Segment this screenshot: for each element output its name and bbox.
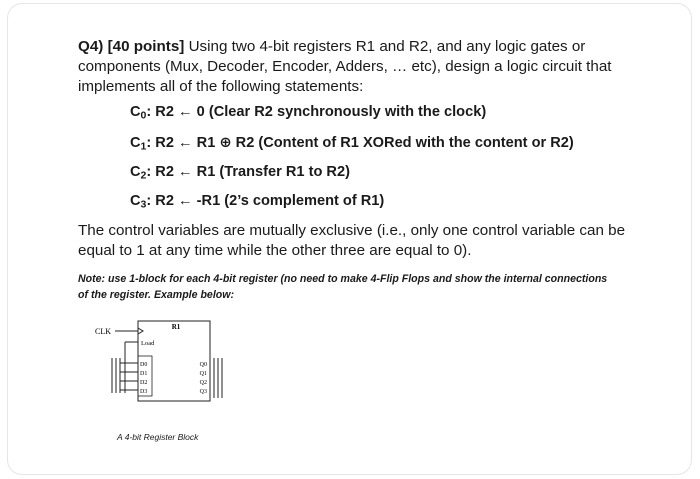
note-line-1: Note: use 1-block for each 4-bit register (no need to make 4-Flip Flops and show the internal connections (78, 273, 608, 285)
statement-text: : R2 ← -R1 (2’s complement of R1) (146, 193, 385, 209)
d1-label: D1 (140, 371, 148, 377)
mutual-exclusion-paragraph (78, 221, 625, 261)
control-index: 3 (140, 198, 147, 211)
q0-label: Q0 (199, 362, 207, 368)
mutual-line-1: The control variables are mutually exclusive (i.e., only one control variable can be (78, 222, 626, 239)
register-name: R1 (171, 323, 181, 331)
question-points: [40 points] (107, 38, 185, 55)
question-line-1 (78, 37, 612, 57)
d2-label: D2 (140, 380, 148, 386)
q1-label: Q1 (199, 371, 207, 377)
statement-c0 (130, 104, 486, 121)
q3-label: Q3 (199, 389, 207, 395)
question-number: Q4) (78, 38, 104, 55)
q2-label: Q2 (199, 380, 207, 386)
register-block-diagram (94, 318, 224, 408)
control-index: 1 (140, 140, 147, 153)
d0-label: D0 (140, 362, 148, 368)
question-line-2: components (Mux, Decoder, Encoder, Adders, … etc), design a logic circuit that (78, 58, 612, 75)
statement-text: : R2 ← 0 (Clear R2 synchronously with the clock) (146, 104, 487, 120)
mutual-line-2: equal to 1 at any time while the other three are equal to 0). (78, 242, 472, 259)
statement-text: : R2 ← R1 (Transfer R1 to R2) (146, 164, 350, 180)
control-var: C (130, 164, 141, 180)
d3-label: D3 (140, 389, 148, 395)
control-var: C (130, 135, 141, 151)
figure-caption: A 4-bit Register Block (117, 432, 199, 442)
question-line-3: implements all of the following statements: (78, 78, 364, 95)
statement-c2 (130, 164, 350, 181)
statement-c1 (130, 134, 574, 152)
question-paragraph (78, 37, 612, 97)
statement-c3 (130, 193, 384, 210)
control-index: 2 (140, 169, 147, 182)
register-inputs (112, 358, 147, 395)
control-index: 0 (140, 109, 147, 122)
clk-label: CLK (95, 327, 111, 336)
question-text: Using two 4-bit registers R1 and R2, and any logic gates or (184, 38, 586, 55)
note-paragraph (78, 271, 607, 303)
control-var: C (130, 104, 141, 120)
load-label: Load (141, 340, 155, 347)
note-line-2: of the register. Example below: (78, 289, 235, 301)
control-var: C (130, 193, 141, 209)
statement-text: : R2 ← R1 ⊕ R2 (Content of R1 XORed with the content or R2) (146, 135, 574, 151)
